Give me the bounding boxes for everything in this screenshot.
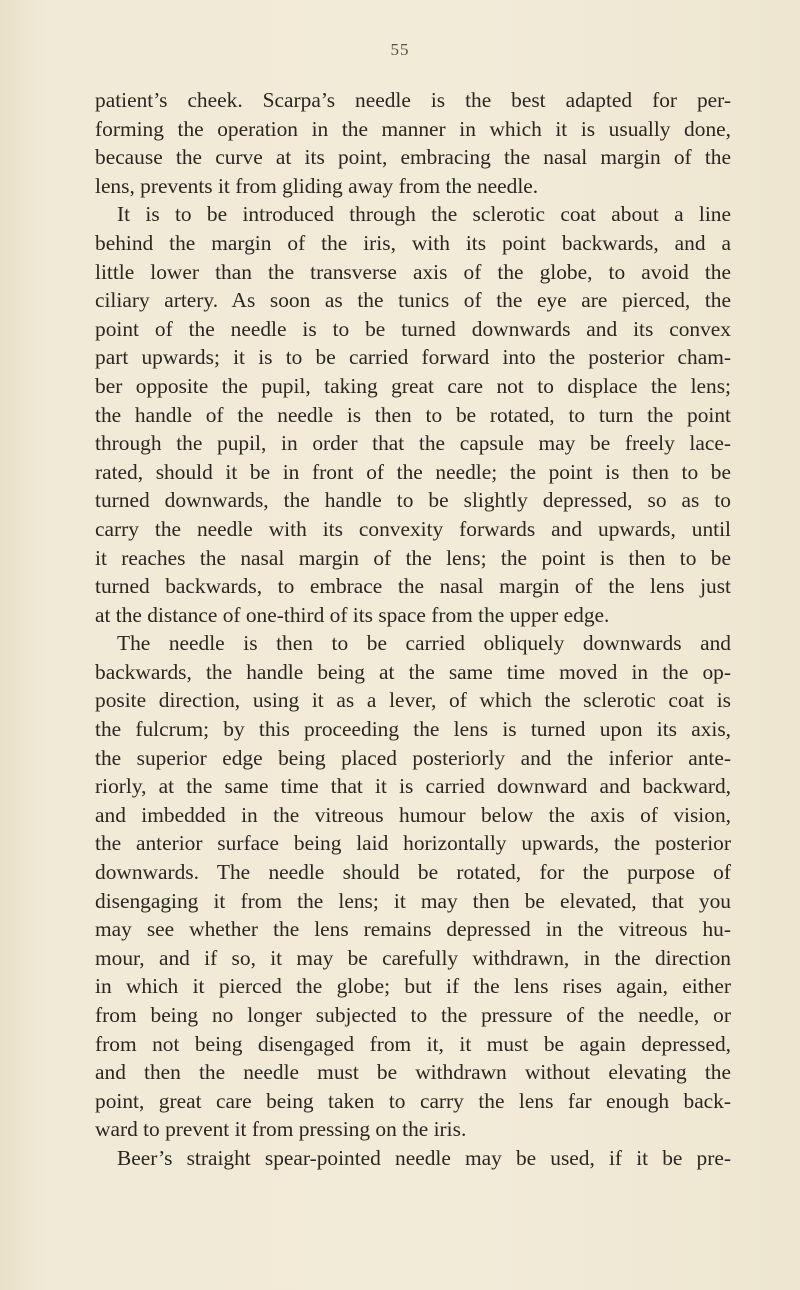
text-line: from being no longer subjected to the pressure of the needle, or xyxy=(95,1003,731,1027)
paragraph xyxy=(95,200,731,629)
paragraph xyxy=(95,86,731,200)
text-line: ber opposite the pupil, taking great care not to displace the lens; xyxy=(95,373,731,398)
text-line: may see whether the lens remains depressed in the vitreous hu- xyxy=(95,917,731,942)
text-line: ward to prevent it from pressing on the iris. xyxy=(95,1117,467,1142)
paragraph xyxy=(95,1144,731,1173)
paragraph xyxy=(95,629,731,1144)
text-line: at the distance of one-third of its space from the upper edge. xyxy=(95,602,610,627)
text-line: posite direction, using it as a lever, of which the sclerotic coat is xyxy=(95,688,731,713)
text-line: patient’s cheek. Scarpa’s needle is the best adapted for per- xyxy=(95,88,731,112)
text-line: part upwards; it is to be carried forward into the posterior cham- xyxy=(95,345,731,370)
text-line: in which it pierced the globe; but if the lens rises again, either xyxy=(95,974,731,999)
text-line: mour, and if so, it may be carefully withdrawn, in the direction xyxy=(95,945,731,970)
text-line: through the pupil, in order that the capsule may be freely lace- xyxy=(95,431,731,456)
text-line: and imbedded in the vitreous humour below the axis of vision, xyxy=(95,802,731,827)
text-line: the handle of the needle is then to be rotated, to turn the point xyxy=(95,402,731,427)
text-line: it reaches the nasal margin of the lens; the point is then to be xyxy=(95,545,731,570)
page-number: 55 xyxy=(390,40,410,59)
text-line: backwards, the handle being at the same time moved in the op- xyxy=(95,659,731,684)
text-line: point of the needle is to be turned downwards and its convex xyxy=(95,316,731,341)
text-line: turned downwards, the handle to be slightly depressed, so as to xyxy=(95,488,731,513)
text-line: Beer’s straight spear-pointed needle may be used, if it be pre- xyxy=(117,1145,731,1170)
text-line: the superior edge being placed posteriorly and the inferior ante- xyxy=(95,745,731,770)
text-line: forming the operation in the manner in which it is usually done, xyxy=(95,116,731,141)
text-line: carry the needle with its convexity forwards and upwards, until xyxy=(95,516,731,541)
text-line: behind the margin of the iris, with its point backwards, and a xyxy=(95,230,731,255)
text-line: The needle is then to be carried obliquely downwards and xyxy=(117,631,731,656)
text-line: downwards. The needle should be rotated, for the purpose of xyxy=(95,860,731,885)
text-line: because the curve at its point, embracing the nasal margin of the xyxy=(95,145,731,170)
text-line: the fulcrum; by this proceeding the lens is turned upon its axis, xyxy=(95,717,731,742)
text-line: lens, prevents it from gliding away from the needle. xyxy=(95,173,539,198)
text-line: from not being disengaged from it, it must be again depressed, xyxy=(95,1031,731,1056)
text-line: the anterior surface being laid horizontally upwards, the posterior xyxy=(95,831,731,856)
text-line: little lower than the transverse axis of the globe, to avoid the xyxy=(95,259,731,284)
body-text xyxy=(95,86,731,1173)
text-line: It is to be introduced through the sclerotic coat about a line xyxy=(117,202,731,227)
text-line: rated, should it be in front of the needle; the point is then to be xyxy=(95,459,731,484)
text-line: riorly, at the same time that it is carried downward and backward, xyxy=(95,774,731,799)
text-line: disengaging it from the lens; it may then be elevated, that you xyxy=(95,888,731,913)
text-line: ciliary artery. As soon as the tunics of the eye are pierced, the xyxy=(95,288,731,313)
text-line: point, great care being taken to carry the lens far enough back- xyxy=(95,1088,731,1113)
text-line: and then the needle must be withdrawn without elevating the xyxy=(95,1060,731,1085)
text-line: turned backwards, to embrace the nasal margin of the lens just xyxy=(95,574,731,599)
